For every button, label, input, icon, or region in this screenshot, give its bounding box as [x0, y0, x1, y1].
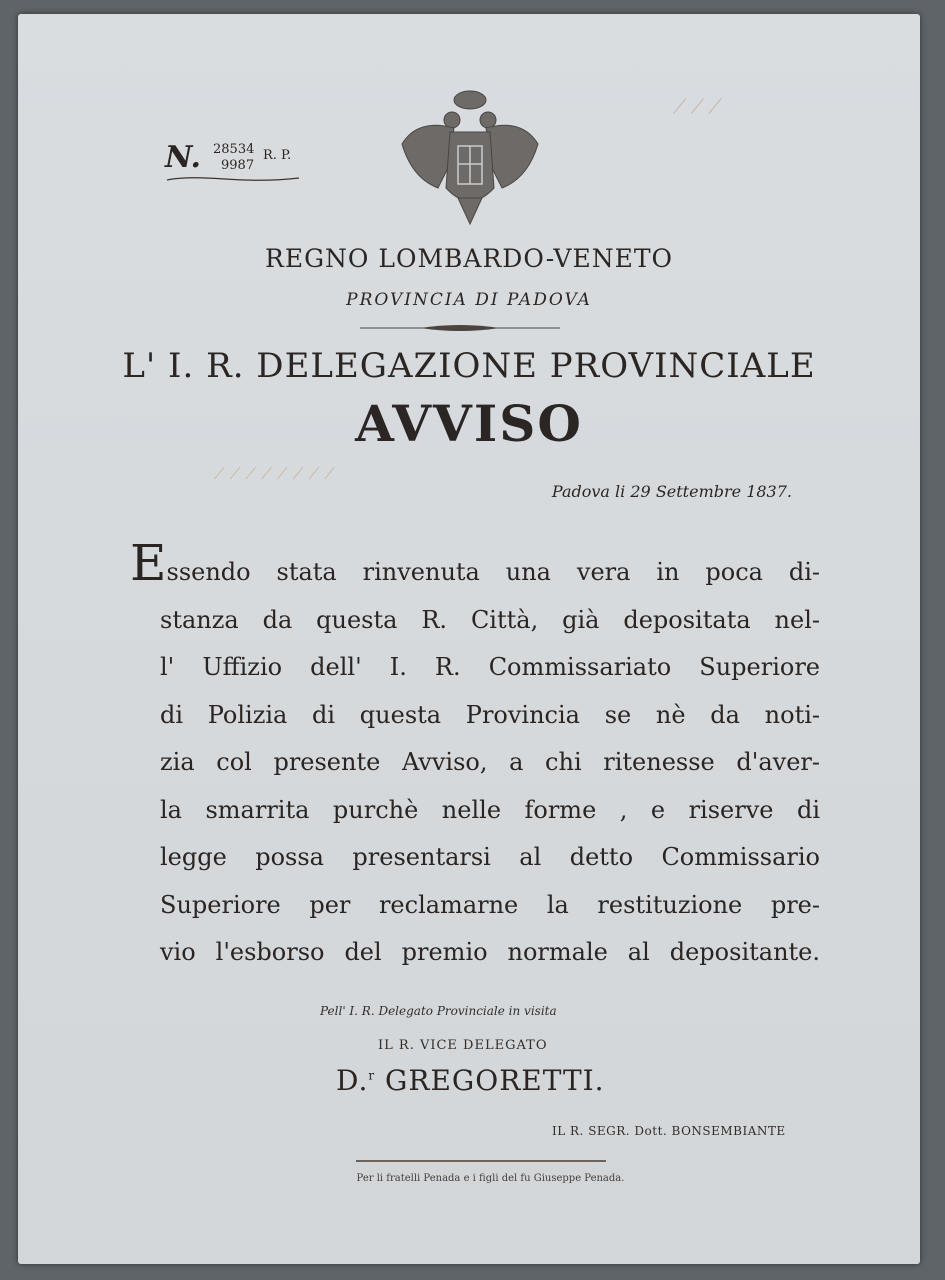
- body-line: Essendo stata rinvenuta una vera in poca di-: [130, 534, 820, 592]
- signatory-name: D.$^r$ GREGORETTI.: [336, 1064, 605, 1097]
- signature-capacity: Pell' I. R. Delegato Provinciale in visita: [320, 1004, 557, 1018]
- ink-stain: ⁄ ⁄ ⁄: [678, 94, 721, 118]
- reference-number: [165, 140, 305, 184]
- body-line: la smarrita purchè nelle forme , e riserve di: [160, 795, 820, 824]
- body-line: di Polizia di questa Provincia se nè da noti-: [160, 700, 820, 729]
- body-line: l' Uffizio dell' I. R. Commissariato Superiore: [160, 653, 820, 681]
- reference-number-bottom: 9987: [221, 158, 255, 173]
- signature-title: IL R. VICE DELEGATO: [378, 1038, 548, 1053]
- reference-suffix: R. P.: [263, 148, 292, 163]
- authority-title: L' I. R. DELEGAZIONE PROVINCIALE: [122, 346, 816, 386]
- drop-cap: E: [130, 534, 167, 592]
- body-line: Superiore per reclamarne la restituzione pre-: [160, 890, 820, 919]
- notice-date: Padova li 29 Settembre 1837.: [551, 482, 792, 501]
- printer-credit: Per li fratelli Penada e i figli del fu Giuseppe Penada.: [356, 1173, 625, 1184]
- body-line: legge possa presentarsi al detto Commissario: [160, 843, 820, 871]
- body-line: vio l'esborso del premio normale al depositante.: [160, 938, 820, 966]
- secretary-signature: IL R. SEGR. Dott. BONSEMBIANTE: [552, 1124, 786, 1138]
- flourish-line: [165, 174, 301, 184]
- reference-number-top: 28534: [213, 142, 255, 157]
- double-headed-eagle-crest-icon: [398, 88, 542, 228]
- footer-rule: [356, 1160, 606, 1162]
- notice-body: [130, 534, 820, 977]
- body-line: zia col presente Avviso, a chi ritenesse d'aver-: [160, 748, 820, 776]
- ink-stain: ⁄ ⁄ ⁄ ⁄ ⁄ ⁄ ⁄ ⁄: [218, 464, 335, 483]
- body-line: stanza da questa R. Città, già depositata nel-: [160, 605, 820, 634]
- kingdom-title: REGNO LOMBARDO-VENETO: [265, 244, 673, 273]
- ornamental-rule: [360, 322, 560, 334]
- province-title: PROVINCIA DI PADOVA: [346, 290, 592, 310]
- reference-letter: N.: [165, 140, 201, 175]
- notice-heading: AVVISO: [355, 394, 583, 453]
